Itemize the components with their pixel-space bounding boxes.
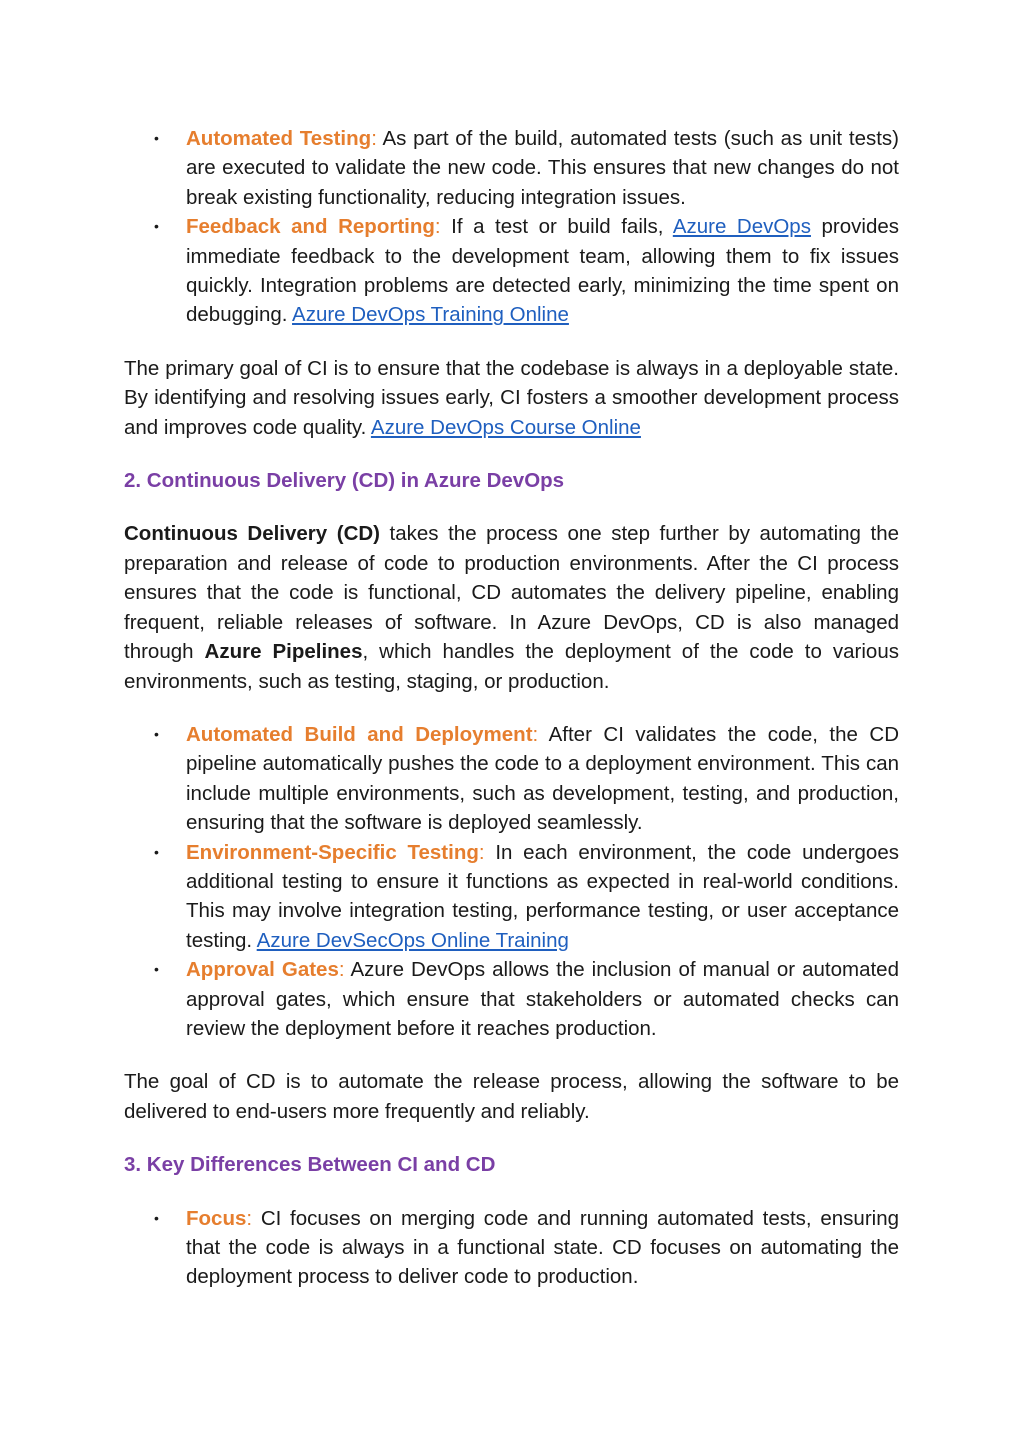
term-colon: : [338, 958, 345, 982]
bullet-icon: • [154, 1209, 159, 1226]
azure-devsecops-training-link[interactable]: Azure DevSecOps Online Training [256, 928, 569, 952]
bullet-icon: • [154, 843, 159, 860]
term-colon: : [478, 840, 485, 864]
cd-intro-paragraph [124, 519, 899, 695]
term-colon: : [246, 1206, 253, 1230]
cd-goal-paragraph: The goal of CD is to automate the release process, allowing the software to be delivered to end-users more frequently and reliably. [124, 1070, 899, 1123]
term-label: Focus [186, 1206, 247, 1230]
term-colon: : [532, 722, 539, 746]
azure-devops-training-link[interactable]: Azure DevOps Training Online [292, 303, 569, 327]
list-item-environment-testing [124, 838, 899, 956]
bold-term: Azure Pipelines [204, 640, 363, 664]
item-text: Azure DevOps allows the inclusion of manual or automated approval gates, which ensure that stakeholders or automated checks can review the deployment before it reaches production. [186, 958, 899, 1040]
item-text: If a test or build fails, [440, 215, 673, 239]
ci-bullet-list [124, 124, 899, 330]
ci-goal-paragraph [124, 354, 899, 442]
list-item-focus [124, 1204, 899, 1292]
bold-term: Continuous Delivery (CD) [124, 522, 380, 546]
term-label: Feedback and Reporting [186, 215, 435, 239]
item-text: In each environment, the code undergoes additional testing to ensure it functions as expected in real-world conditions. This may involve integration testing, performance testing, or user acceptance testing. [186, 840, 899, 952]
bullet-icon: • [154, 961, 159, 978]
list-item-automated-testing [124, 124, 899, 212]
term-label: Automated Build and Deployment [186, 722, 533, 746]
term-colon: : [434, 215, 441, 239]
bullet-icon: • [154, 218, 159, 235]
item-text: As part of the build, automated tests (such as unit tests) are executed to validate the new code. This ensures that new changes do not break existing functionality, reducing integration issues. [186, 127, 899, 209]
azure-devops-link[interactable]: Azure DevOps [672, 215, 811, 239]
term-label: Approval Gates [186, 958, 339, 982]
list-item-approval-gates [124, 955, 899, 1043]
section-heading-cd: 2. Continuous Delivery (CD) in Azure DevOps [124, 469, 565, 493]
paragraph-text: The primary goal of CI is to ensure that the codebase is always in a deployable state. By identifying and resolving issues early, CI fosters a smoother development process and improves code quality. [124, 356, 899, 439]
differences-bullet-list [124, 1204, 899, 1292]
term-label: Automated Testing [186, 127, 372, 150]
section-heading-differences: 3. Key Differences Between CI and CD [124, 1153, 496, 1177]
list-item-build-deployment [124, 720, 899, 838]
azure-devops-course-link[interactable]: Azure DevOps Course Online [370, 415, 641, 439]
term-colon: : [371, 127, 377, 150]
document-content [124, 124, 899, 1292]
term-label: Environment-Specific Testing [186, 840, 479, 864]
item-text: provides immediate feedback to the development team, allowing them to fix issues quickly. Integration problems are detected early, minimizing the time spent on debugging. [186, 215, 899, 327]
bullet-icon: • [154, 130, 159, 146]
paragraph-text: , which handles the deployment of the code to various environments, such as testing, staging, or production. [124, 640, 899, 693]
item-text: CI focuses on merging code and running automated tests, ensuring that the code is always in a functional state. CD focuses on automating the deployment process to deliver code to production. [186, 1206, 899, 1289]
bullet-icon: • [154, 725, 159, 742]
cd-bullet-list [124, 720, 899, 1043]
list-item-feedback-reporting [124, 212, 899, 330]
paragraph-text: takes the process one step further by automating the preparation and release of code to production environments. After the CI process ensures that the code is functional, CD automates the delivery pipeline, enabling frequent, reliable releases of software. In Azure DevOps, CD is also managed through [124, 522, 899, 664]
item-text: After CI validates the code, the CD pipeline automatically pushes the code to a deployment environment. This can include multiple environments, such as development, testing, and production, ensuring that the software is deployed seamlessly. [186, 722, 899, 835]
